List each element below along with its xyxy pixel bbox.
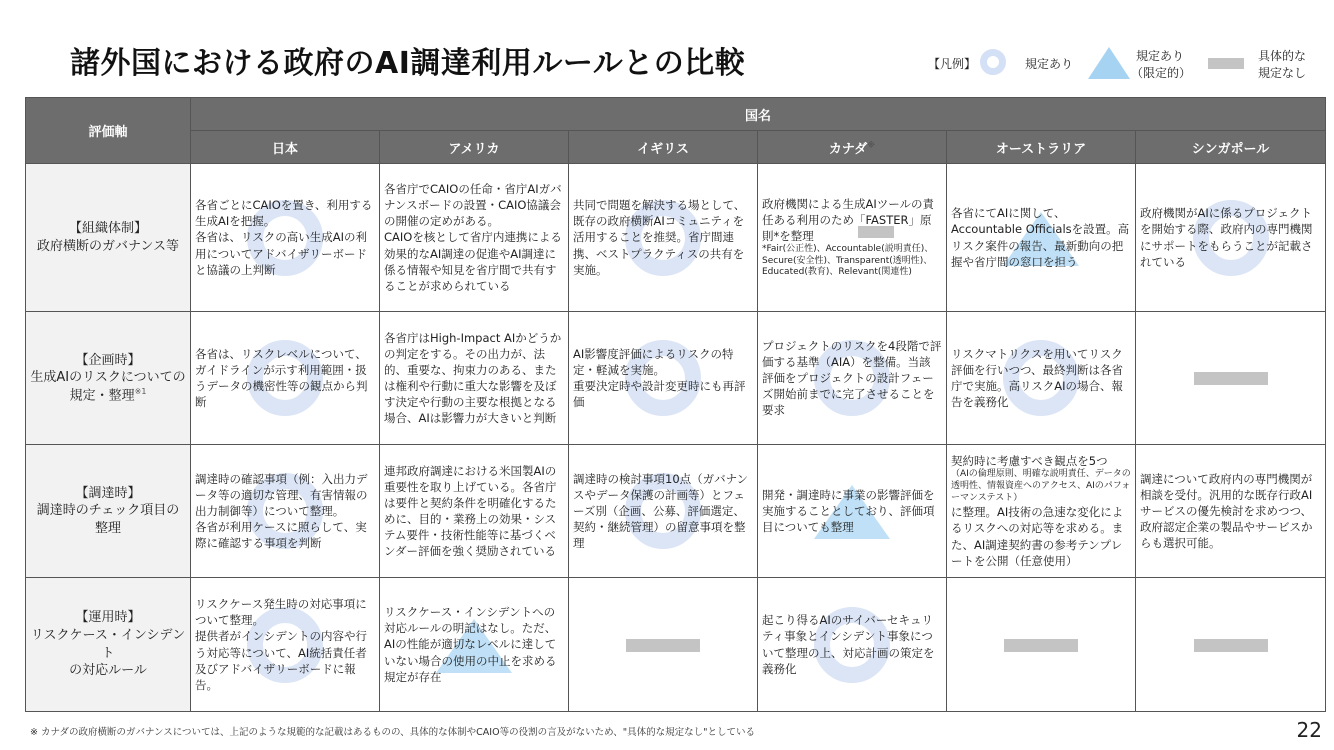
comparison-table [25, 97, 1326, 712]
cell-body: 政府機関による生成AIツールの責任ある利用のため「FASTER」原則*を整理 [762, 196, 935, 244]
axis-header: 評価軸 [26, 98, 191, 164]
table-cell [380, 312, 569, 445]
legend-triangle-icon [1088, 47, 1130, 79]
legend-triangle-label-2: （限定的） [1131, 66, 1192, 80]
country-header: 国名 [191, 98, 1326, 131]
cell-text [573, 346, 753, 410]
cell-text [951, 453, 1131, 569]
table-cell [380, 578, 569, 712]
col-header-singapore: シンガポール [1136, 131, 1326, 164]
status-none-icon [1194, 372, 1268, 385]
cell-text [762, 196, 942, 279]
table-cell [380, 164, 569, 312]
cell-note: （AIの倫理原則、明確な説明責任、データの透明性、情報資産へのアクセス、AIのパフォーマンステスト） [951, 469, 1131, 503]
cell-text [195, 596, 375, 693]
legend-triangle-label-1: 規定あり [1136, 49, 1185, 63]
cell-text [1140, 205, 1321, 269]
legend-gray-label-1: 具体的な [1258, 49, 1307, 63]
axis-line: の対応ルール [69, 663, 147, 679]
cell-text [195, 471, 375, 551]
axis-line: 調達時のチェック項目の [36, 503, 180, 519]
footnote: ※ カナダの政府横断のガバナンスについては、上記のような規範的な記載はあるものの、具体的な体制やCAIO等の役割の言及がないため、"具体的な規定なし"としている [30, 727, 755, 738]
table-cell [191, 578, 380, 712]
col-header-japan: 日本 [191, 131, 380, 164]
col-header-canada: カナダ※ [758, 131, 947, 164]
legend-gray-icon [1208, 58, 1244, 69]
cell-body: リスクケース・インシデントへの対応ルールの明記はなし。ただ、AIの性能が適切なレベルに達していない場合の使用の中止を求める規定が存在 [384, 605, 557, 684]
cell-text [762, 338, 942, 418]
cell-body: 調達時の確認事項（例：入出力データ等の適切な管理、有害情報の出力制御等）について整理。 各省が利用ケースに照らして、実際に確認する事項を判断 [195, 471, 368, 551]
page-title: 諸外国における政府のAI調達利用ルールとの比較 [70, 46, 746, 81]
cell-body: 調達について政府内の専門機関が相談を受付。汎用的な既存行政AIサービスの優先検討を求めつつ、政府認定企業の製品やサービスからも選択可能。 [1140, 471, 1313, 551]
cell-text [384, 181, 564, 294]
cell-body: リスクケース発生時の対応事項について整理。 提供者がインシデントの内容や行う対応等について、AI統括責任者及びアドバイザリーボードに報告。 [195, 597, 367, 692]
table-cell [758, 312, 947, 445]
axis-line: 規定・整理$^{※1}$ [69, 386, 147, 403]
cell-text [1140, 471, 1321, 551]
cell-body: 連邦政府調達における米国製AIの重要性を取り上げている。各省庁は要件と契約条件を明確化するために、目的・業務上の効果・システム要件・技術性能等に基づくベンダー評価を強く奨励されている [384, 463, 557, 559]
cell-body: AI影響度評価によるリスクの特定・軽減を実施。 重要決定時や設計変更時にも再評価 [573, 346, 746, 410]
table-cell [1136, 312, 1326, 445]
table-cell [947, 578, 1136, 712]
cell-text [195, 197, 375, 277]
axis-line: 生成AIのリスクについての [30, 370, 186, 386]
cell-text [384, 330, 564, 427]
table-cell [758, 578, 947, 712]
table-cell [947, 445, 1136, 578]
legend [928, 44, 1328, 84]
cell-body: 各省ごとにCAIOを置き、利用する生成AIを把握。 各省は、リスクの高い生成AIの利用についてアドバイザリーボードと協議の上判断 [195, 198, 373, 277]
table-cell [191, 164, 380, 312]
axis-line: 【組織体制】 [68, 220, 147, 236]
col-header-australia: オーストラリア [947, 131, 1136, 164]
table-cell [569, 578, 758, 712]
cell-body: 共同で問題を解決する場として、既存の政府横断AIコミュニティを活用することを推奨。省庁間連携、ベストプラクティスの共有を実施。 [573, 198, 746, 277]
cell-text [762, 487, 942, 535]
table-cell [1136, 578, 1326, 712]
axis-line: 政府横断のガバナンス等 [37, 238, 179, 254]
table-cell [569, 312, 758, 445]
axis-line: 【運用時】 [75, 610, 141, 626]
table-cell [1136, 164, 1326, 312]
axis-line: 【企画時】 [75, 352, 141, 368]
axis-cell [26, 312, 191, 445]
table-cell [947, 164, 1136, 312]
cell-body: リスクマトリクスを用いてリスク評価を行いつつ、最終判断は各省庁で実施。高リスクAIの場合、報告を義務化 [951, 346, 1124, 410]
table-row [26, 312, 1326, 445]
table-row [26, 445, 1326, 578]
page-number: 22 [1296, 718, 1322, 742]
table-cell [947, 312, 1136, 445]
status-none-icon [626, 639, 700, 652]
cell-text [195, 346, 375, 410]
axis-cell [26, 164, 191, 312]
table-cell [569, 164, 758, 312]
cell-body: 各省にてAIに関して、Accountable Officialsを設置。高リスク案件の報告、最新動向の把握や省庁間の窓口を担う [951, 206, 1130, 269]
axis-line: リスクケース・インシデント [30, 627, 186, 661]
cell-body: 政府機関がAIに係るプロジェクトを開始する際、政府内の専門機関にサポートをもらうことが記載されている [1140, 206, 1313, 269]
cell-text [762, 612, 942, 676]
table-cell [569, 445, 758, 578]
cell-text [573, 471, 753, 551]
table-cell [758, 164, 947, 312]
cell-body: 契約時に考慮すべき観点を5つ [951, 454, 1108, 469]
col-header-uk: イギリス [569, 131, 758, 164]
cell-body: 調達時の検討事項10点（ガバナンスやデータ保護の計画等）とフェーズ別（企画、公募、評価選定、契約・継続管理）の留意事項を整理 [573, 471, 749, 551]
cell-body: 起こり得るAIのサイバーセキュリティ事象とインシデント事象について整理の上、対応計画の策定を義務化 [762, 613, 935, 676]
legend-label: 【凡例】 [928, 57, 977, 71]
cell-body: プロジェクトのリスクを4段階で評価する基準（AIA）を整備。当該評価をプロジェクトの設計フェーズ開始前までに完了させることを要求 [762, 338, 942, 418]
cell-note: *Fair(公正性)、Accountable(説明責任)、Secure(安全性)、Transparent(透明性)、Educated(教育)、Relevant(関連性) [762, 244, 934, 278]
axis-cell [26, 578, 191, 712]
legend-circle-icon [980, 49, 1006, 75]
cell-body: 各省は、リスクレベルについて、ガイドラインが示す利用範囲・扱うデータの機密性等の観点から判断 [195, 346, 368, 410]
table-cell [380, 445, 569, 578]
cell-text [951, 346, 1131, 410]
axis-cell [26, 445, 191, 578]
status-none-icon [1004, 639, 1078, 652]
table-cell [1136, 445, 1326, 578]
cell-body: 各省庁はHigh-Impact AIかどうかの判定をする。その出力が、法的、重要な、拘束力のある、または権利や行動に重大な影響を及ぼす決定や行動の主要な根拠となる場合、AIは影響力が大きいと判断 [384, 330, 562, 426]
cell-body: 各省庁でCAIOの任命・省庁AIガバナンスボードの設置・CAIO協議会の開催の定めがある。 CAIOを核として省庁内連携による効果的なAI調達の促進やAI調達に係る情報や知見を省庁間で共有することが求められている [384, 182, 562, 293]
table-cell [758, 445, 947, 578]
axis-line: 【調達時】 [75, 485, 141, 501]
cell-text [384, 604, 564, 684]
cell-text [573, 197, 753, 277]
col-header-usa: アメリカ [380, 131, 569, 164]
cell-text [384, 463, 564, 560]
cell-body: に整理。AI技術の急速な変化によるリスクへの対応等を求める。また、AI調達契約書の参考テンプレートを公開（任意使用） [951, 505, 1124, 568]
table-cell [191, 445, 380, 578]
table-row [26, 164, 1326, 312]
status-none-icon [1194, 639, 1268, 652]
axis-note: ※1 [134, 386, 147, 396]
table-cell [191, 312, 380, 445]
legend-gray-label-2: 規定なし [1258, 66, 1307, 80]
axis-line: 整理 [94, 520, 121, 536]
table-row [26, 578, 1326, 712]
cell-text [951, 205, 1131, 269]
legend-circle-label: 規定あり [1025, 57, 1074, 71]
cell-body: 開発・調達時に事業の影響評価を実施することとしており、評価項目についても整理 [762, 487, 935, 535]
